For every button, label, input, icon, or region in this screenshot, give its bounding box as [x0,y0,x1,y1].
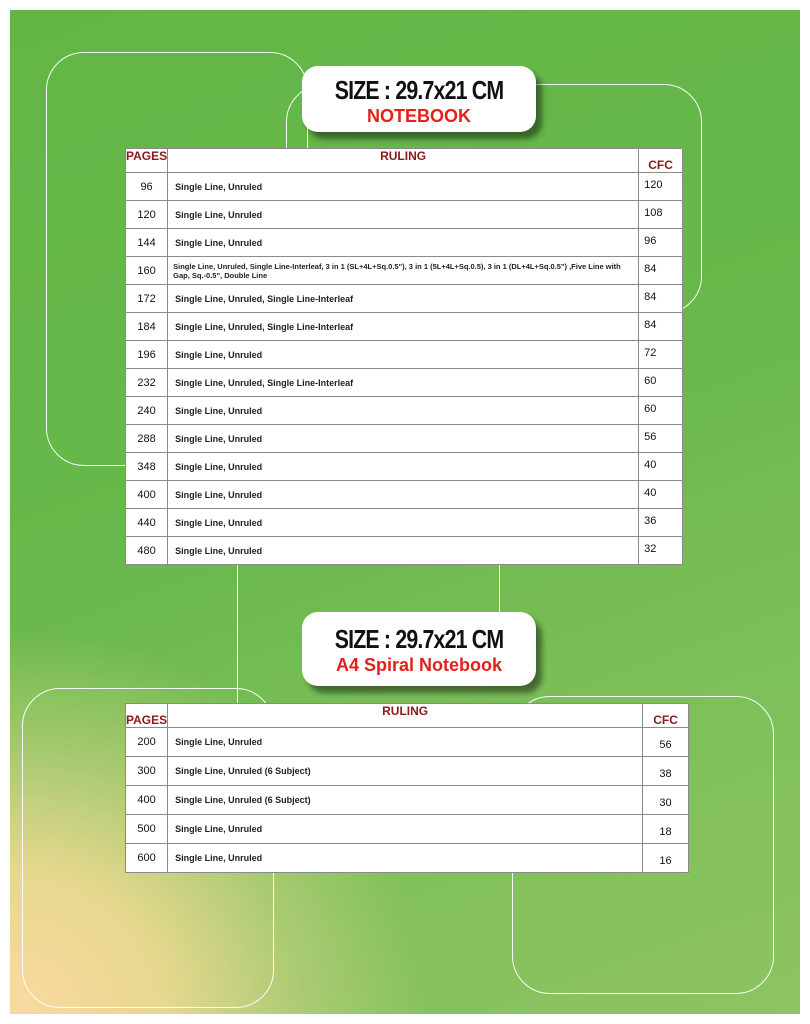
pages-cell: 144 [126,229,168,257]
header-ruling: RULING [168,704,643,728]
table-row [126,537,683,565]
product-title: A4 Spiral Notebook [335,655,503,675]
cfc-cell: 60 [639,397,683,425]
pages-cell: 348 [126,453,168,481]
ruling-cell: Single Line, Unruled [168,728,643,757]
ruling-cell: Single Line, Unruled [168,341,639,369]
pages-cell: 196 [126,341,168,369]
cfc-cell: 84 [639,257,683,285]
pages-cell: 400 [126,786,168,815]
pages-cell: 480 [126,537,168,565]
pages-cell: 240 [126,397,168,425]
table-row [126,844,689,873]
pages-cell: 96 [126,173,168,201]
ruling-cell: Single Line, Unruled [168,481,639,509]
table-row [126,481,683,509]
cfc-cell: 56 [639,425,683,453]
pages-cell: 288 [126,425,168,453]
pages-cell: 232 [126,369,168,397]
notebook-table [125,148,683,565]
ruling-cell: Single Line, Unruled, Single Line-Interleaf, 3 in 1 (SL+4L+Sq.0.5"), 3 in 1 (5L+4L+Sq.0.5), 3 in 1 (DL+4L+Sq.0.5") ,Five Line with Gap, Sq.-0.5", Double Line [168,257,639,285]
ruling-cell: Single Line, Unruled [168,173,639,201]
header-ruling: RULING [168,149,639,173]
cfc-cell: 40 [639,453,683,481]
cfc-cell: 96 [639,229,683,257]
cfc-cell: 108 [639,201,683,229]
header-pages: PAGES [126,704,168,728]
pages-cell: 500 [126,815,168,844]
size-label: SIZE : 29.7x21 CM [334,75,504,105]
header-cfc: CFC [639,149,683,173]
decorative-line-1 [237,562,238,704]
cfc-cell: 38 [643,757,689,786]
ruling-cell: Single Line, Unruled [168,229,639,257]
cfc-cell: 36 [639,509,683,537]
table-row [126,397,683,425]
ruling-cell: Single Line, Unruled (6 Subject) [168,757,643,786]
header-cfc: CFC [643,704,689,728]
cfc-cell: 18 [643,815,689,844]
size-box-spiral [302,612,536,686]
cfc-cell: 30 [643,786,689,815]
pages-cell: 184 [126,313,168,341]
table-row [126,201,683,229]
table-row [126,815,689,844]
ruling-cell: Single Line, Unruled (6 Subject) [168,786,643,815]
cfc-cell: 32 [639,537,683,565]
cfc-cell: 120 [639,173,683,201]
table-row [126,313,683,341]
table-row [126,509,683,537]
cfc-cell: 84 [639,285,683,313]
ruling-cell: Single Line, Unruled [168,425,639,453]
ruling-cell: Single Line, Unruled [168,397,639,425]
ruling-cell: Single Line, Unruled [168,537,639,565]
product-title: NOTEBOOK [366,106,471,126]
cfc-cell: 40 [639,481,683,509]
ruling-cell: Single Line, Unruled [168,201,639,229]
pages-cell: 120 [126,201,168,229]
spiral-notebook-table [125,703,689,873]
pages-cell: 300 [126,757,168,786]
table-row [126,786,689,815]
pages-cell: 400 [126,481,168,509]
pages-cell: 172 [126,285,168,313]
ruling-cell: Single Line, Unruled, Single Line-Interleaf [168,369,639,397]
table-row [126,285,683,313]
size-box-notebook [302,66,536,132]
table-row [126,728,689,757]
pages-cell: 440 [126,509,168,537]
table-row [126,425,683,453]
size-label: SIZE : 29.7x21 CM [334,624,504,654]
table-row [126,257,683,285]
pages-cell: 600 [126,844,168,873]
table-row [126,453,683,481]
table-row [126,229,683,257]
ruling-cell: Single Line, Unruled [168,453,639,481]
table-row [126,369,683,397]
cfc-cell: 72 [639,341,683,369]
header-pages: PAGES [126,149,168,173]
table-row [126,757,689,786]
cfc-cell: 84 [639,313,683,341]
cfc-cell: 56 [643,728,689,757]
ruling-cell: Single Line, Unruled, Single Line-Interleaf [168,313,639,341]
cfc-cell: 60 [639,369,683,397]
ruling-cell: Single Line, Unruled [168,815,643,844]
table-row [126,173,683,201]
pages-cell: 200 [126,728,168,757]
catalog-page [10,10,800,1014]
pages-cell: 160 [126,257,168,285]
table-row [126,341,683,369]
ruling-cell: Single Line, Unruled [168,509,639,537]
ruling-cell: Single Line, Unruled [168,844,643,873]
ruling-cell: Single Line, Unruled, Single Line-Interleaf [168,285,639,313]
cfc-cell: 16 [643,844,689,873]
